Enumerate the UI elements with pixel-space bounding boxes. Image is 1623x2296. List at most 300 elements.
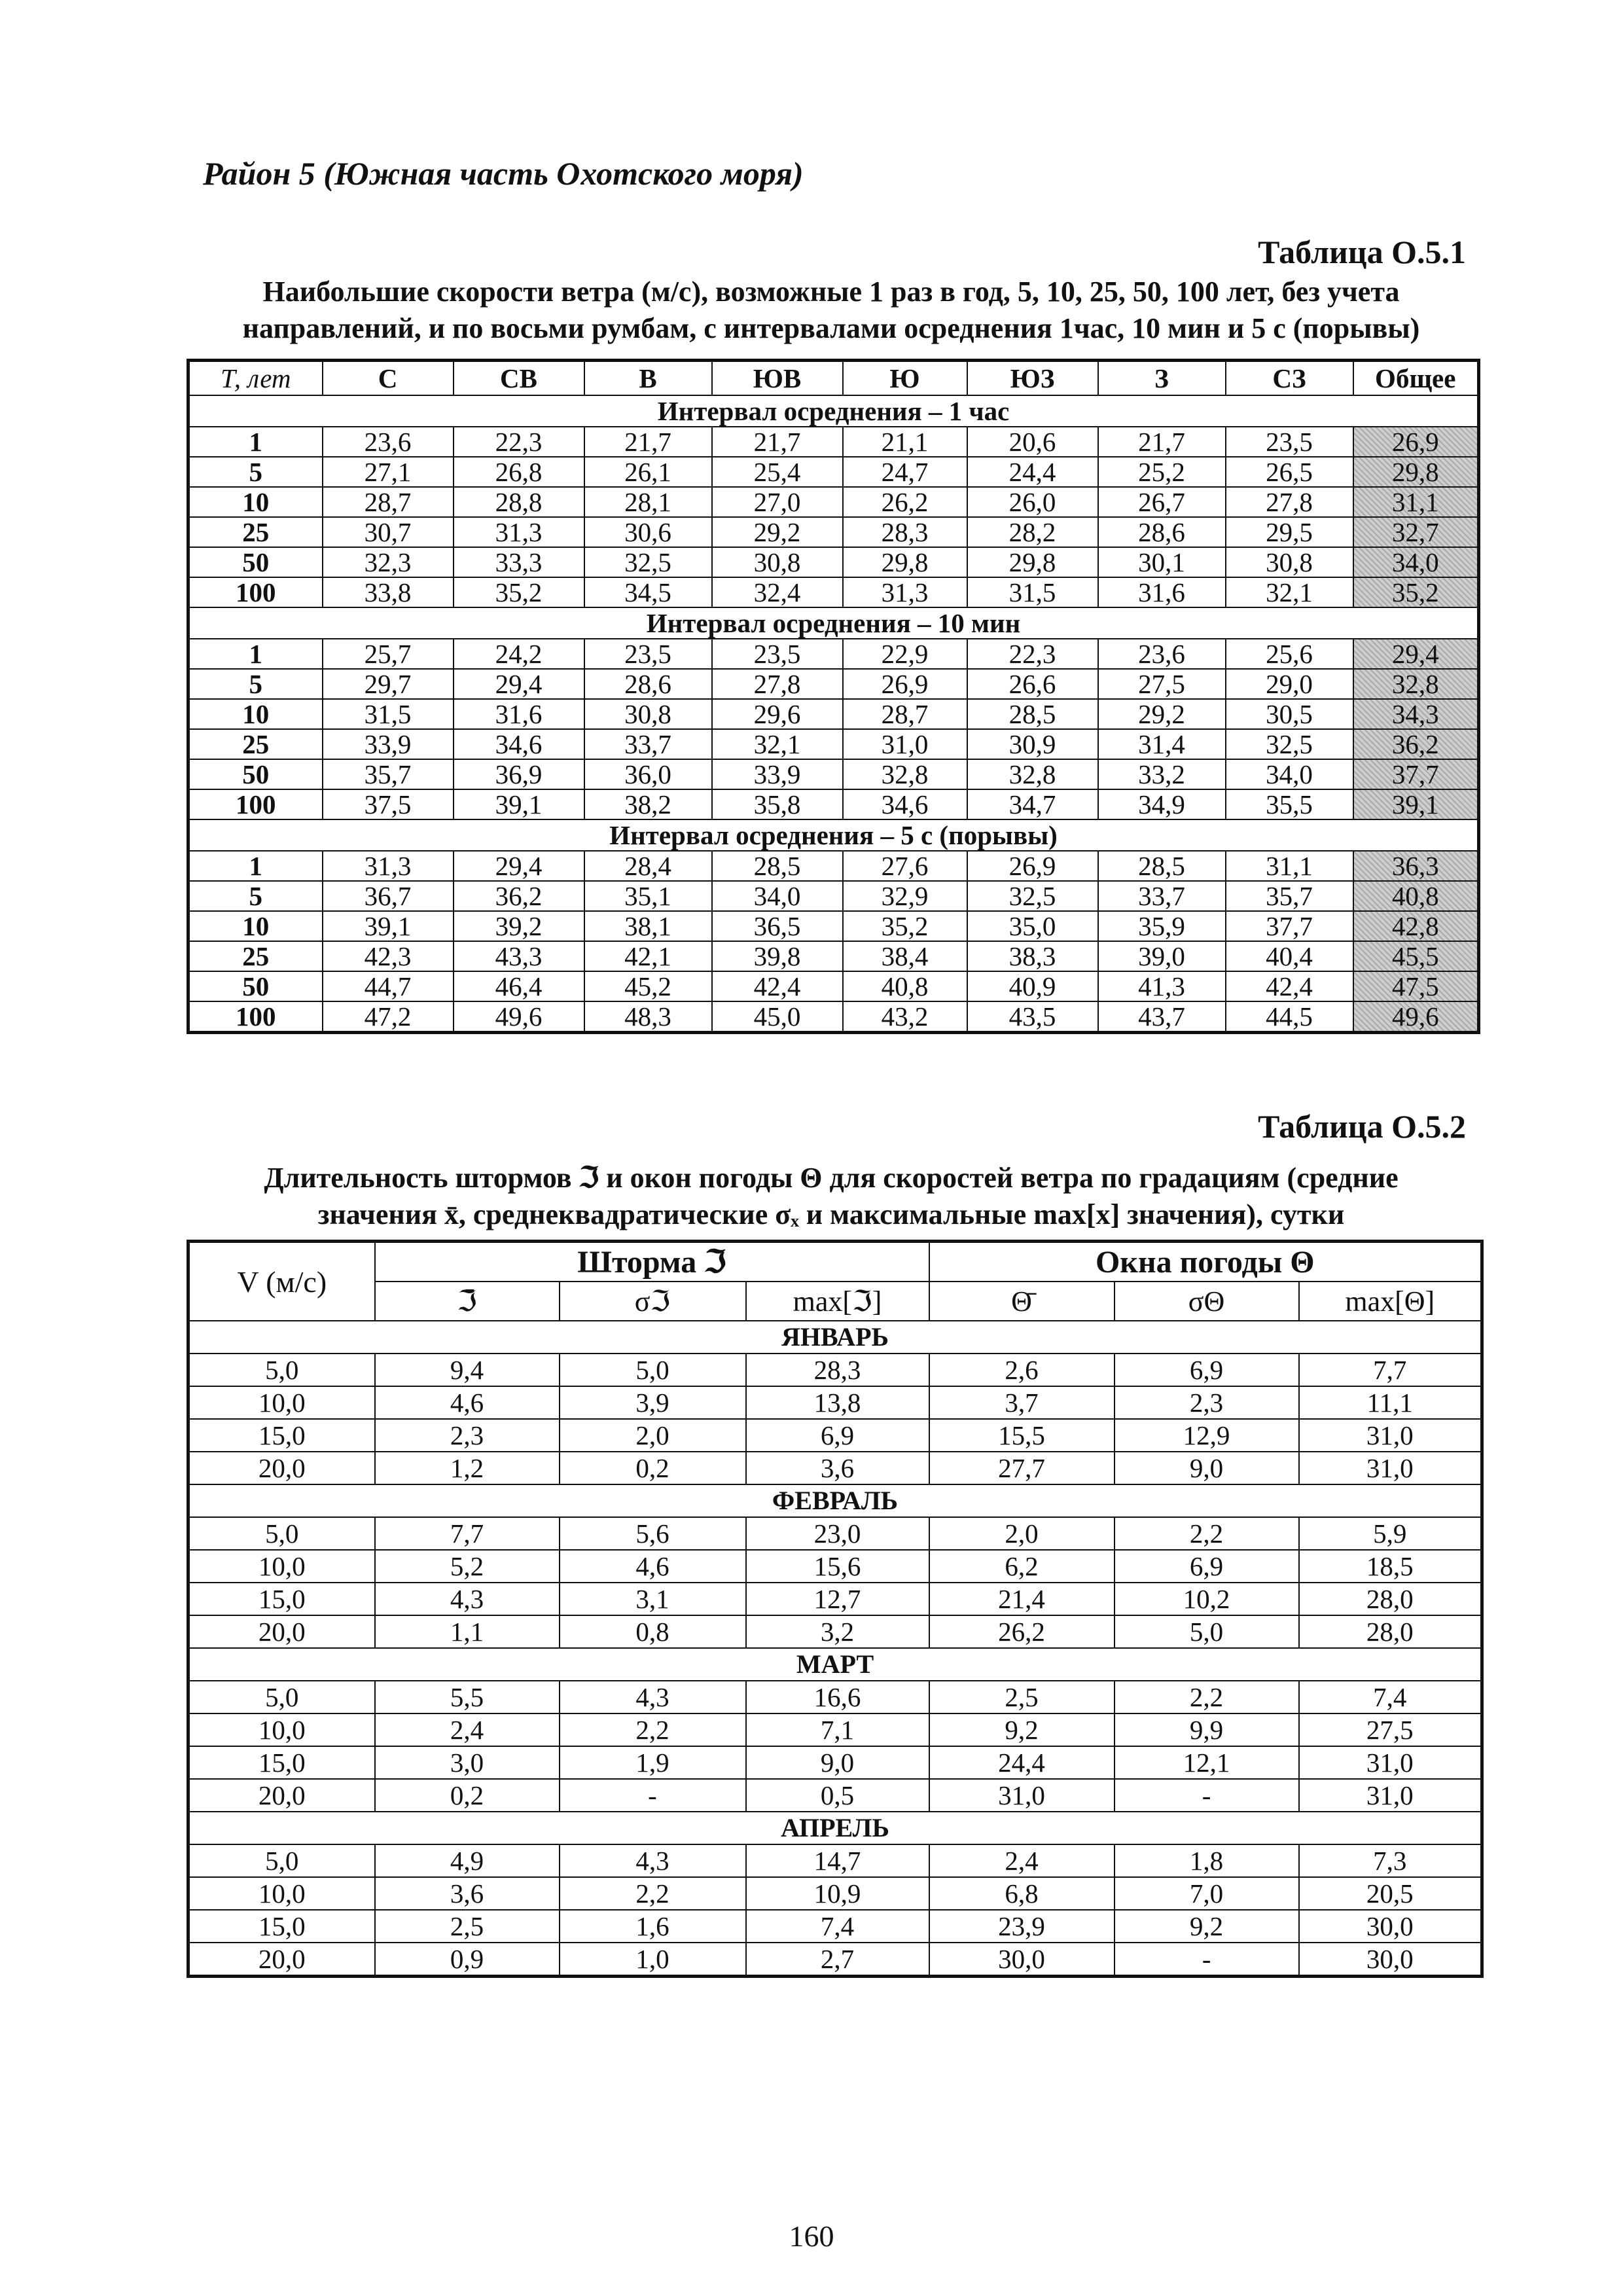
header-window-sigma: σΘ bbox=[1115, 1282, 1299, 1321]
value-cell: 27,8 bbox=[1226, 487, 1353, 517]
value-cell: 48,3 bbox=[584, 1001, 712, 1033]
value-cell: 30,8 bbox=[1226, 547, 1353, 577]
value-cell: 5,9 bbox=[1299, 1517, 1482, 1550]
value-cell: 32,5 bbox=[967, 881, 1098, 911]
value-cell: 5,5 bbox=[375, 1681, 560, 1713]
value-cell: 26,9 bbox=[843, 669, 967, 699]
value-cell: 31,1 bbox=[1226, 851, 1353, 881]
value-cell: 31,5 bbox=[323, 699, 454, 729]
value-cell: 29,5 bbox=[1226, 517, 1353, 547]
table-2-body bbox=[188, 1321, 1482, 1977]
value-cell: 30,0 bbox=[1299, 1910, 1482, 1943]
value-cell: 24,2 bbox=[454, 639, 584, 669]
value-cell: 12,9 bbox=[1115, 1419, 1299, 1452]
total-cell: 26,9 bbox=[1353, 427, 1479, 457]
value-cell: 21,7 bbox=[1098, 427, 1226, 457]
wind-speed-cell: 10,0 bbox=[188, 1713, 375, 1746]
value-cell: 36,9 bbox=[454, 759, 584, 789]
total-cell: 40,8 bbox=[1353, 881, 1479, 911]
value-cell: 43,5 bbox=[967, 1001, 1098, 1033]
table-2-id: Таблица О.5.2 bbox=[1258, 1108, 1466, 1145]
value-cell: 33,9 bbox=[712, 759, 843, 789]
header-weather-windows: Окна погоды Θ bbox=[929, 1242, 1482, 1282]
value-cell: 44,7 bbox=[323, 971, 454, 1001]
value-cell: 27,8 bbox=[712, 669, 843, 699]
value-cell: 42,4 bbox=[712, 971, 843, 1001]
value-cell: 26,7 bbox=[1098, 487, 1226, 517]
period-cell: 25 bbox=[188, 517, 323, 547]
value-cell: 1,9 bbox=[560, 1746, 746, 1779]
value-cell: 35,5 bbox=[1226, 789, 1353, 819]
value-cell: 31,0 bbox=[1299, 1419, 1482, 1452]
value-cell: 9,4 bbox=[375, 1354, 560, 1386]
period-cell: 1 bbox=[188, 639, 323, 669]
value-cell: 42,4 bbox=[1226, 971, 1353, 1001]
table-1-id: Таблица О.5.1 bbox=[1258, 234, 1466, 270]
value-cell: 29,8 bbox=[843, 547, 967, 577]
total-cell: 36,2 bbox=[1353, 729, 1479, 759]
value-cell: 30,5 bbox=[1226, 699, 1353, 729]
table-2-caption bbox=[183, 1160, 1479, 1233]
header-storm-mean: ℑ̄ bbox=[375, 1282, 560, 1321]
value-cell: 23,0 bbox=[746, 1517, 929, 1550]
value-cell: - bbox=[1115, 1943, 1299, 1977]
table-row bbox=[188, 1386, 1482, 1419]
value-cell: 32,9 bbox=[843, 881, 967, 911]
value-cell: 0,5 bbox=[746, 1779, 929, 1812]
wind-speed-cell: 15,0 bbox=[188, 1910, 375, 1943]
value-cell: 2,3 bbox=[375, 1419, 560, 1452]
table-row bbox=[188, 941, 1479, 971]
value-cell: 39,8 bbox=[712, 941, 843, 971]
value-cell: 34,6 bbox=[454, 729, 584, 759]
month-title: АПРЕЛЬ bbox=[188, 1812, 1482, 1844]
value-cell: 4,6 bbox=[560, 1550, 746, 1583]
total-cell: 34,0 bbox=[1353, 547, 1479, 577]
value-cell: 27,5 bbox=[1299, 1713, 1482, 1746]
value-cell: 2,0 bbox=[929, 1517, 1115, 1550]
value-cell: 28,3 bbox=[746, 1354, 929, 1386]
table-row bbox=[188, 1877, 1482, 1910]
value-cell: 2,4 bbox=[375, 1713, 560, 1746]
period-cell: 10 bbox=[188, 487, 323, 517]
value-cell: 3,6 bbox=[375, 1877, 560, 1910]
value-cell: 31,6 bbox=[454, 699, 584, 729]
value-cell: 26,2 bbox=[843, 487, 967, 517]
total-cell: 37,7 bbox=[1353, 759, 1479, 789]
value-cell: 28,8 bbox=[454, 487, 584, 517]
value-cell: 27,5 bbox=[1098, 669, 1226, 699]
value-cell: 3,6 bbox=[746, 1452, 929, 1484]
value-cell: 23,5 bbox=[712, 639, 843, 669]
period-cell: 50 bbox=[188, 547, 323, 577]
period-cell: 10 bbox=[188, 699, 323, 729]
value-cell: 28,2 bbox=[967, 517, 1098, 547]
table-row bbox=[188, 517, 1479, 547]
table-row bbox=[188, 1001, 1479, 1033]
value-cell: 37,7 bbox=[1226, 911, 1353, 941]
table-row bbox=[188, 729, 1479, 759]
table-row bbox=[188, 639, 1479, 669]
value-cell: 2,0 bbox=[560, 1419, 746, 1452]
value-cell: 34,0 bbox=[712, 881, 843, 911]
value-cell: 23,5 bbox=[1226, 427, 1353, 457]
table-row bbox=[188, 1517, 1482, 1550]
value-cell: 34,5 bbox=[584, 577, 712, 607]
header-window-max: max[Θ] bbox=[1299, 1282, 1482, 1321]
value-cell: 31,3 bbox=[323, 851, 454, 881]
month-title: МАРТ bbox=[188, 1648, 1482, 1681]
value-cell: 7,0 bbox=[1115, 1877, 1299, 1910]
header-w: З bbox=[1098, 361, 1226, 396]
value-cell: 2,3 bbox=[1115, 1386, 1299, 1419]
value-cell: 30,1 bbox=[1098, 547, 1226, 577]
value-cell: 27,1 bbox=[323, 457, 454, 487]
total-cell: 35,2 bbox=[1353, 577, 1479, 607]
section-header-row bbox=[188, 607, 1479, 639]
period-cell: 50 bbox=[188, 759, 323, 789]
value-cell: 21,7 bbox=[584, 427, 712, 457]
value-cell: 12,1 bbox=[1115, 1746, 1299, 1779]
wind-speed-cell: 15,0 bbox=[188, 1419, 375, 1452]
value-cell: 35,8 bbox=[712, 789, 843, 819]
value-cell: 9,2 bbox=[1115, 1910, 1299, 1943]
table-2-sub-header-row bbox=[188, 1282, 1482, 1321]
value-cell: 2,5 bbox=[929, 1681, 1115, 1713]
value-cell: 1,8 bbox=[1115, 1844, 1299, 1877]
header-nw: СЗ bbox=[1226, 361, 1353, 396]
header-window-mean: Θ̄ bbox=[929, 1282, 1115, 1321]
table-1-caption bbox=[183, 274, 1479, 347]
value-cell: 35,2 bbox=[843, 911, 967, 941]
month-title: ФЕВРАЛЬ bbox=[188, 1484, 1482, 1517]
value-cell: - bbox=[560, 1779, 746, 1812]
value-cell: 37,5 bbox=[323, 789, 454, 819]
table-1-body bbox=[188, 395, 1479, 1033]
value-cell: 28,5 bbox=[967, 699, 1098, 729]
total-cell: 32,7 bbox=[1353, 517, 1479, 547]
table-2-group-header-row bbox=[188, 1242, 1482, 1282]
header-wind-speed: V (м/с) bbox=[188, 1242, 375, 1321]
value-cell: 28,1 bbox=[584, 487, 712, 517]
value-cell: 9,2 bbox=[929, 1713, 1115, 1746]
value-cell: 32,1 bbox=[712, 729, 843, 759]
value-cell: 31,0 bbox=[1299, 1779, 1482, 1812]
value-cell: 29,4 bbox=[454, 851, 584, 881]
value-cell: 41,3 bbox=[1098, 971, 1226, 1001]
table-row bbox=[188, 427, 1479, 457]
month-header-row bbox=[188, 1321, 1482, 1354]
value-cell: 29,2 bbox=[712, 517, 843, 547]
value-cell: 11,1 bbox=[1299, 1386, 1482, 1419]
total-cell: 36,3 bbox=[1353, 851, 1479, 881]
value-cell: 21,7 bbox=[712, 427, 843, 457]
value-cell: 27,0 bbox=[712, 487, 843, 517]
value-cell: 36,0 bbox=[584, 759, 712, 789]
value-cell: 38,1 bbox=[584, 911, 712, 941]
period-cell: 1 bbox=[188, 851, 323, 881]
value-cell: 29,6 bbox=[712, 699, 843, 729]
storm-duration-table bbox=[187, 1240, 1484, 1978]
table-row bbox=[188, 1746, 1482, 1779]
table-2-caption-line-1: Длительность штормов ℑ и окон погоды Θ для скоростей ветра по градациям (средние bbox=[264, 1162, 1399, 1194]
value-cell: 28,6 bbox=[1098, 517, 1226, 547]
table-row bbox=[188, 1615, 1482, 1648]
table-row bbox=[188, 851, 1479, 881]
value-cell: 28,4 bbox=[584, 851, 712, 881]
value-cell: 6,9 bbox=[1115, 1550, 1299, 1583]
wind-speed-cell: 10,0 bbox=[188, 1877, 375, 1910]
header-s: Ю bbox=[843, 361, 967, 396]
value-cell: 36,7 bbox=[323, 881, 454, 911]
header-e: В bbox=[584, 361, 712, 396]
period-cell: 25 bbox=[188, 941, 323, 971]
value-cell: 28,7 bbox=[843, 699, 967, 729]
value-cell: 20,5 bbox=[1299, 1877, 1482, 1910]
value-cell: 25,6 bbox=[1226, 639, 1353, 669]
value-cell: 31,3 bbox=[843, 577, 967, 607]
total-cell: 42,8 bbox=[1353, 911, 1479, 941]
value-cell: 32,8 bbox=[843, 759, 967, 789]
value-cell: 28,0 bbox=[1299, 1583, 1482, 1615]
section-title: Интервал осреднения – 10 мин bbox=[188, 607, 1479, 639]
value-cell: 5,0 bbox=[560, 1354, 746, 1386]
header-total: Общее bbox=[1353, 361, 1479, 396]
value-cell: 9,0 bbox=[1115, 1452, 1299, 1484]
value-cell: 15,5 bbox=[929, 1419, 1115, 1452]
value-cell: - bbox=[1115, 1779, 1299, 1812]
value-cell: 45,2 bbox=[584, 971, 712, 1001]
total-cell: 45,5 bbox=[1353, 941, 1479, 971]
table-row bbox=[188, 669, 1479, 699]
header-period: Т, лет bbox=[188, 361, 323, 396]
value-cell: 25,4 bbox=[712, 457, 843, 487]
value-cell: 28,7 bbox=[323, 487, 454, 517]
value-cell: 33,7 bbox=[584, 729, 712, 759]
value-cell: 38,3 bbox=[967, 941, 1098, 971]
wind-speed-cell: 5,0 bbox=[188, 1517, 375, 1550]
value-cell: 49,6 bbox=[454, 1001, 584, 1033]
value-cell: 21,4 bbox=[929, 1583, 1115, 1615]
header-storms: Шторма ℑ bbox=[375, 1242, 929, 1282]
value-cell: 5,2 bbox=[375, 1550, 560, 1583]
value-cell: 0,9 bbox=[375, 1943, 560, 1977]
value-cell: 5,0 bbox=[1115, 1615, 1299, 1648]
wind-speed-cell: 10,0 bbox=[188, 1550, 375, 1583]
value-cell: 38,4 bbox=[843, 941, 967, 971]
period-cell: 10 bbox=[188, 911, 323, 941]
value-cell: 45,0 bbox=[712, 1001, 843, 1033]
period-cell: 1 bbox=[188, 427, 323, 457]
wind-speed-table bbox=[187, 359, 1480, 1034]
value-cell: 4,6 bbox=[375, 1386, 560, 1419]
value-cell: 24,4 bbox=[929, 1746, 1115, 1779]
total-cell: 29,8 bbox=[1353, 457, 1479, 487]
value-cell: 40,4 bbox=[1226, 941, 1353, 971]
value-cell: 26,5 bbox=[1226, 457, 1353, 487]
value-cell: 3,2 bbox=[746, 1615, 929, 1648]
value-cell: 3,7 bbox=[929, 1386, 1115, 1419]
value-cell: 2,4 bbox=[929, 1844, 1115, 1877]
value-cell: 28,5 bbox=[712, 851, 843, 881]
wind-speed-cell: 20,0 bbox=[188, 1779, 375, 1812]
value-cell: 35,7 bbox=[1226, 881, 1353, 911]
value-cell: 4,9 bbox=[375, 1844, 560, 1877]
table-row bbox=[188, 1910, 1482, 1943]
value-cell: 30,8 bbox=[584, 699, 712, 729]
value-cell: 22,9 bbox=[843, 639, 967, 669]
value-cell: 22,3 bbox=[967, 639, 1098, 669]
value-cell: 12,7 bbox=[746, 1583, 929, 1615]
value-cell: 16,6 bbox=[746, 1681, 929, 1713]
total-cell: 49,6 bbox=[1353, 1001, 1479, 1033]
value-cell: 30,8 bbox=[712, 547, 843, 577]
month-header-row bbox=[188, 1648, 1482, 1681]
value-cell: 32,1 bbox=[1226, 577, 1353, 607]
value-cell: 7,7 bbox=[1299, 1354, 1482, 1386]
wind-speed-cell: 10,0 bbox=[188, 1386, 375, 1419]
value-cell: 13,8 bbox=[746, 1386, 929, 1419]
section-title: Интервал осреднения – 1 час bbox=[188, 395, 1479, 427]
table-1-header-row bbox=[188, 361, 1479, 396]
value-cell: 14,7 bbox=[746, 1844, 929, 1877]
section-header-row bbox=[188, 395, 1479, 427]
value-cell: 3,1 bbox=[560, 1583, 746, 1615]
value-cell: 28,3 bbox=[843, 517, 967, 547]
value-cell: 32,4 bbox=[712, 577, 843, 607]
value-cell: 29,4 bbox=[454, 669, 584, 699]
value-cell: 26,6 bbox=[967, 669, 1098, 699]
value-cell: 4,3 bbox=[560, 1681, 746, 1713]
value-cell: 26,2 bbox=[929, 1615, 1115, 1648]
value-cell: 26,9 bbox=[967, 851, 1098, 881]
value-cell: 47,2 bbox=[323, 1001, 454, 1033]
wind-speed-cell: 20,0 bbox=[188, 1452, 375, 1484]
header-storm-sigma: σℑ bbox=[560, 1282, 746, 1321]
value-cell: 4,3 bbox=[560, 1844, 746, 1877]
total-cell: 31,1 bbox=[1353, 487, 1479, 517]
total-cell: 47,5 bbox=[1353, 971, 1479, 1001]
value-cell: 1,2 bbox=[375, 1452, 560, 1484]
value-cell: 39,2 bbox=[454, 911, 584, 941]
table-row bbox=[188, 547, 1479, 577]
value-cell: 35,1 bbox=[584, 881, 712, 911]
value-cell: 1,1 bbox=[375, 1615, 560, 1648]
value-cell: 2,5 bbox=[375, 1910, 560, 1943]
value-cell: 2,7 bbox=[746, 1943, 929, 1977]
table-row bbox=[188, 971, 1479, 1001]
value-cell: 35,0 bbox=[967, 911, 1098, 941]
value-cell: 30,6 bbox=[584, 517, 712, 547]
value-cell: 2,2 bbox=[1115, 1517, 1299, 1550]
total-cell: 29,4 bbox=[1353, 639, 1479, 669]
value-cell: 10,2 bbox=[1115, 1583, 1299, 1615]
value-cell: 32,5 bbox=[584, 547, 712, 577]
value-cell: 31,0 bbox=[929, 1779, 1115, 1812]
value-cell: 6,2 bbox=[929, 1550, 1115, 1583]
header-n: С bbox=[323, 361, 454, 396]
value-cell: 44,5 bbox=[1226, 1001, 1353, 1033]
value-cell: 29,0 bbox=[1226, 669, 1353, 699]
value-cell: 23,5 bbox=[584, 639, 712, 669]
value-cell: 27,6 bbox=[843, 851, 967, 881]
period-cell: 5 bbox=[188, 881, 323, 911]
value-cell: 18,5 bbox=[1299, 1550, 1482, 1583]
value-cell: 7,4 bbox=[1299, 1681, 1482, 1713]
table-row bbox=[188, 1419, 1482, 1452]
wind-speed-cell: 5,0 bbox=[188, 1354, 375, 1386]
wind-speed-cell: 15,0 bbox=[188, 1746, 375, 1779]
header-storm-max: max[ℑ] bbox=[746, 1282, 929, 1321]
value-cell: 31,6 bbox=[1098, 577, 1226, 607]
value-cell: 30,0 bbox=[1299, 1943, 1482, 1977]
value-cell: 31,4 bbox=[1098, 729, 1226, 759]
value-cell: 30,0 bbox=[929, 1943, 1115, 1977]
value-cell: 36,2 bbox=[454, 881, 584, 911]
value-cell: 26,1 bbox=[584, 457, 712, 487]
value-cell: 39,0 bbox=[1098, 941, 1226, 971]
value-cell: 21,1 bbox=[843, 427, 967, 457]
table-row bbox=[188, 881, 1479, 911]
value-cell: 23,6 bbox=[323, 427, 454, 457]
value-cell: 2,2 bbox=[1115, 1681, 1299, 1713]
value-cell: 31,0 bbox=[1299, 1452, 1482, 1484]
value-cell: 33,8 bbox=[323, 577, 454, 607]
value-cell: 0,2 bbox=[560, 1452, 746, 1484]
value-cell: 38,2 bbox=[584, 789, 712, 819]
table-1-caption-line-1: Наибольшие скорости ветра (м/с), возможные 1 раз в год, 5, 10, 25, 50, 100 лет, без учета bbox=[262, 276, 1400, 308]
value-cell: 2,6 bbox=[929, 1354, 1115, 1386]
value-cell: 2,2 bbox=[560, 1713, 746, 1746]
value-cell: 29,8 bbox=[967, 547, 1098, 577]
value-cell: 39,1 bbox=[454, 789, 584, 819]
value-cell: 23,6 bbox=[1098, 639, 1226, 669]
table-row bbox=[188, 1452, 1482, 1484]
value-cell: 43,7 bbox=[1098, 1001, 1226, 1033]
value-cell: 32,5 bbox=[1226, 729, 1353, 759]
value-cell: 30,9 bbox=[967, 729, 1098, 759]
value-cell: 31,3 bbox=[454, 517, 584, 547]
table-row bbox=[188, 457, 1479, 487]
value-cell: 26,8 bbox=[454, 457, 584, 487]
value-cell: 3,9 bbox=[560, 1386, 746, 1419]
value-cell: 0,2 bbox=[375, 1779, 560, 1812]
period-cell: 100 bbox=[188, 1001, 323, 1033]
value-cell: 0,8 bbox=[560, 1615, 746, 1648]
value-cell: 6,9 bbox=[1115, 1354, 1299, 1386]
value-cell: 29,2 bbox=[1098, 699, 1226, 729]
wind-speed-cell: 20,0 bbox=[188, 1615, 375, 1648]
period-cell: 100 bbox=[188, 789, 323, 819]
value-cell: 34,9 bbox=[1098, 789, 1226, 819]
value-cell: 35,9 bbox=[1098, 911, 1226, 941]
value-cell: 30,7 bbox=[323, 517, 454, 547]
value-cell: 39,1 bbox=[323, 911, 454, 941]
value-cell: 7,3 bbox=[1299, 1844, 1482, 1877]
value-cell: 28,5 bbox=[1098, 851, 1226, 881]
value-cell: 9,9 bbox=[1115, 1713, 1299, 1746]
period-cell: 5 bbox=[188, 669, 323, 699]
value-cell: 7,1 bbox=[746, 1713, 929, 1746]
value-cell: 33,9 bbox=[323, 729, 454, 759]
wind-speed-cell: 5,0 bbox=[188, 1844, 375, 1877]
value-cell: 32,8 bbox=[967, 759, 1098, 789]
value-cell: 6,9 bbox=[746, 1419, 929, 1452]
value-cell: 33,2 bbox=[1098, 759, 1226, 789]
table-row bbox=[188, 577, 1479, 607]
region-title: Район 5 (Южная часть Охотского моря) bbox=[203, 155, 804, 192]
table-row bbox=[188, 1713, 1482, 1746]
